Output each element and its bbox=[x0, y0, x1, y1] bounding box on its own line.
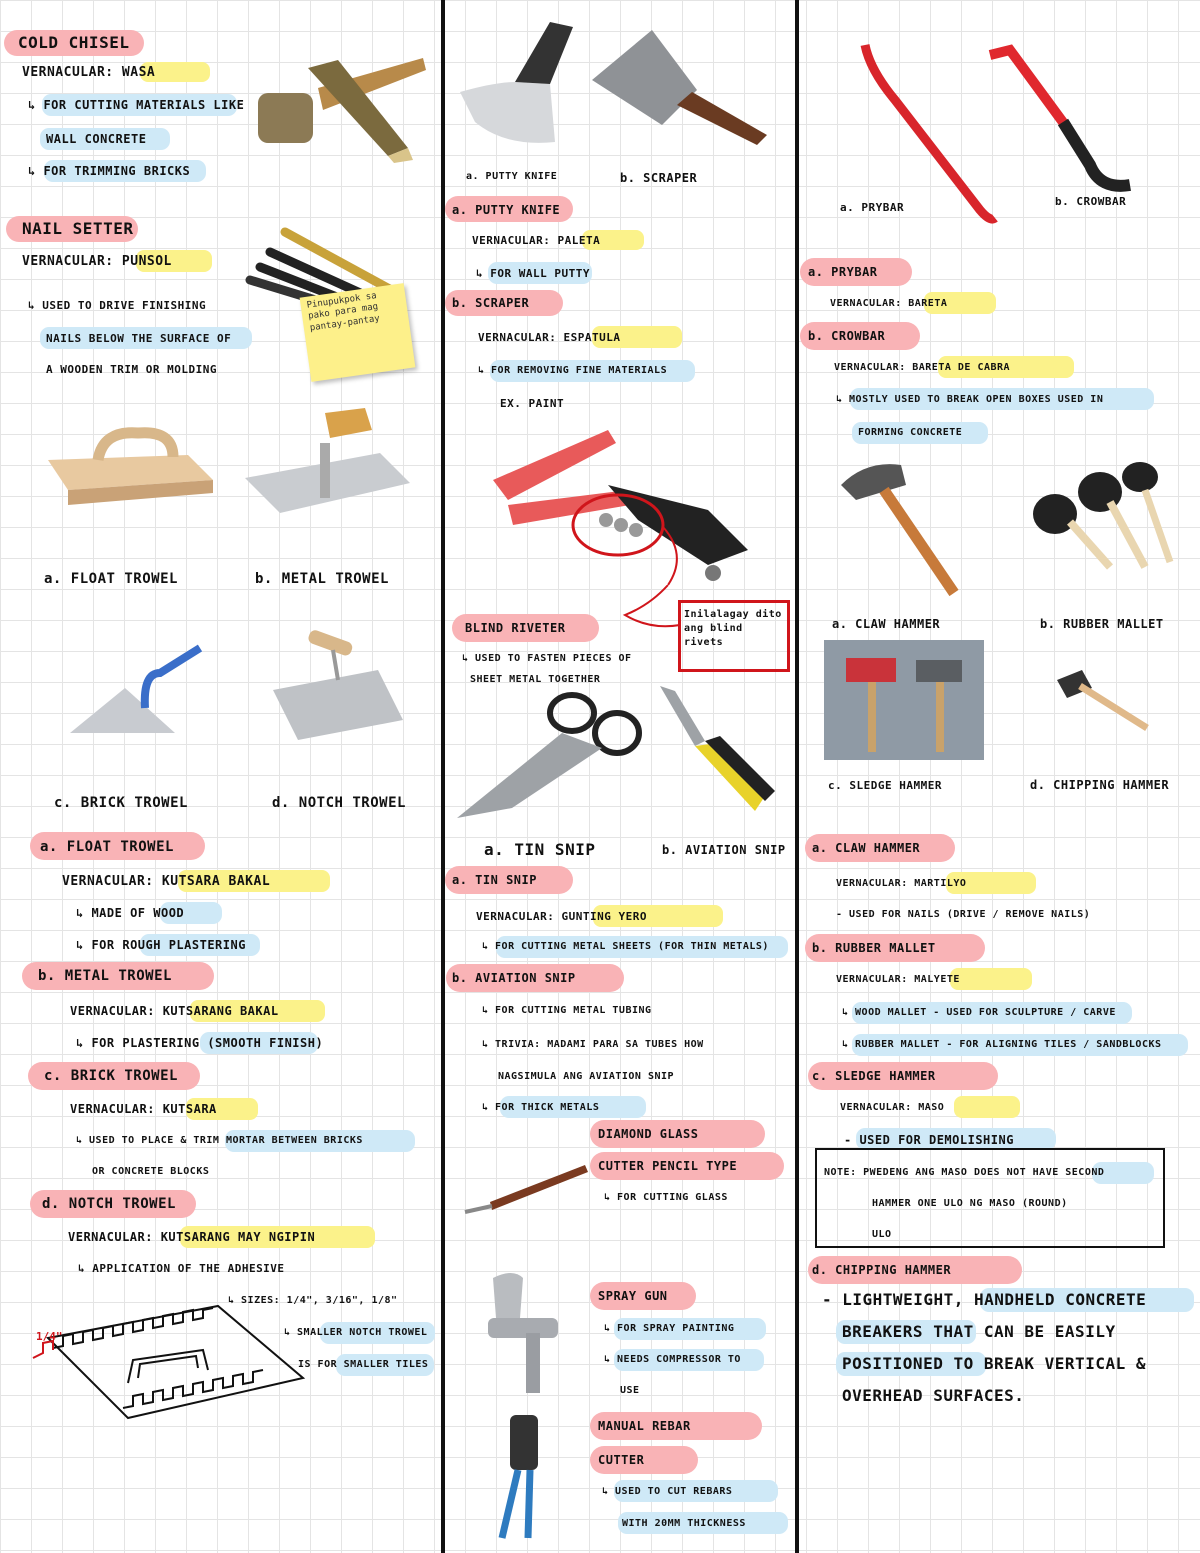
putty-knife-title: a. PUTTY KNIFE bbox=[452, 203, 561, 217]
brick-trowel-vernacular: VERNACULAR: KUTSARA bbox=[70, 1102, 217, 1116]
brick-trowel-label: c. BRICK TROWEL bbox=[54, 795, 188, 811]
metal-trowel-title: b. METAL TROWEL bbox=[38, 968, 172, 984]
sledge-hammer-vernacular: VERNACULAR: MASO bbox=[840, 1102, 945, 1113]
chipping-hammer-label: d. CHIPPING HAMMER bbox=[1030, 778, 1170, 792]
sticky-note-text: Pinupukpok sa pako para mag pantay-pantay bbox=[306, 291, 381, 334]
crowbar-vernacular: VERNACULAR: BARETA DE CABRA bbox=[834, 362, 1011, 373]
putty-knife-image bbox=[455, 22, 575, 147]
putty-knife-label: a. PUTTY KNIFE bbox=[466, 171, 558, 182]
spray-gun-use: USE bbox=[620, 1385, 640, 1396]
putty-knife-vernacular: VERNACULAR: PALETA bbox=[472, 234, 601, 247]
notch-trowel-title: d. NOTCH TROWEL bbox=[42, 1196, 176, 1212]
tin-snip-image bbox=[452, 688, 642, 823]
aviation-snip-use: ↳ TRIVIA: MADAMI PARA SA TUBES HOW bbox=[482, 1039, 704, 1050]
aviation-snip-use: ↳ FOR CUTTING METAL TUBING bbox=[482, 1005, 652, 1016]
putty-knife-use: ↳ FOR WALL PUTTY bbox=[476, 267, 590, 280]
prybar-title: a. PRYBAR bbox=[808, 265, 878, 279]
sledge-hammer-label: c. SLEDGE HAMMER bbox=[828, 779, 942, 792]
crowbar-title: b. CROWBAR bbox=[808, 329, 886, 343]
cold-chisel-use: ↳ FOR CUTTING MATERIALS LIKE bbox=[28, 98, 245, 112]
tin-snip-title: a. TIN SNIP bbox=[452, 873, 537, 887]
claw-hammer-label: a. CLAW HAMMER bbox=[832, 617, 941, 631]
rubber-mallet-vernacular: VERNACULAR: MALYETE bbox=[836, 974, 960, 985]
metal-trowel-vernacular: VERNACULAR: KUTSARANG BAKAL bbox=[70, 1004, 279, 1018]
claw-hammer-image bbox=[836, 455, 966, 600]
crowbar-use: ↳ MOSTLY USED TO BREAK OPEN BOXES USED IN bbox=[836, 394, 1104, 405]
notch-trowel-image bbox=[268, 630, 408, 740]
rivet-callout-text: Inilalagay dito ang blind rivets bbox=[684, 609, 782, 648]
rubber-mallet-label: b. RUBBER MALLET bbox=[1040, 617, 1164, 631]
column-divider-2 bbox=[795, 0, 799, 1553]
prybar-label: a. PRYBAR bbox=[840, 201, 905, 214]
float-trowel-title: a. FLOAT TROWEL bbox=[40, 839, 174, 855]
claw-hammer-title: a. CLAW HAMMER bbox=[812, 841, 921, 855]
brick-trowel-note: ↳ USED TO PLACE & TRIM MORTAR BETWEEN BRICKS bbox=[76, 1135, 363, 1146]
float-trowel-note: ↳ FOR ROUGH PLASTERING bbox=[76, 938, 246, 952]
sticky-note bbox=[300, 283, 416, 382]
notch-trowel-note: IS FOR SMALLER TILES bbox=[298, 1359, 429, 1370]
rubber-mallet-image bbox=[1030, 462, 1180, 582]
diamond-glass-title: CUTTER PENCIL TYPE bbox=[598, 1159, 738, 1173]
diamond-glass-title: DIAMOND GLASS bbox=[598, 1127, 699, 1141]
notch-trowel-note: ↳ SMALLER NOTCH TROWEL bbox=[284, 1327, 428, 1338]
sledge-hammer-use: - USED FOR DEMOLISHING bbox=[844, 1133, 1014, 1147]
brick-trowel-note: OR CONCRETE BLOCKS bbox=[92, 1166, 210, 1177]
sketch-mark: 1/4" bbox=[36, 1330, 63, 1343]
note-line: NOTE: PWEDENG ANG MASO DOES NOT HAVE SECOND bbox=[824, 1167, 1105, 1178]
metal-trowel-image bbox=[240, 408, 415, 518]
sledge-hammer-title: c. SLEDGE HAMMER bbox=[812, 1069, 936, 1083]
scraper-title: b. SCRAPER bbox=[452, 296, 530, 310]
float-trowel-label: a. FLOAT TROWEL bbox=[44, 571, 178, 587]
chipping-hammer-desc: BREAKERS THAT CAN BE EASILY bbox=[842, 1322, 1116, 1341]
sledge-hammer-image bbox=[824, 640, 984, 760]
tin-snip-label: a. TIN SNIP bbox=[484, 840, 596, 859]
diamond-glass-use: ↳ FOR CUTTING GLASS bbox=[604, 1192, 728, 1203]
notch-trowel-vernacular: VERNACULAR: KUTSARANG MAY NGIPIN bbox=[68, 1230, 316, 1244]
rebar-cutter-image bbox=[488, 1410, 568, 1542]
rubber-mallet-title: b. RUBBER MALLET bbox=[812, 941, 936, 955]
blind-riveter-image bbox=[488, 425, 758, 585]
scraper-vernacular: VERNACULAR: ESPATULA bbox=[478, 331, 621, 344]
nail-setter-use: A WOODEN TRIM OR MOLDING bbox=[46, 363, 217, 376]
nail-setter-use: ↳ USED TO DRIVE FINISHING bbox=[28, 299, 207, 312]
spray-gun-use: ↳ FOR SPRAY PAINTING bbox=[604, 1323, 735, 1334]
crowbar-use: FORMING CONCRETE bbox=[858, 427, 963, 438]
rebar-cutter-use: ↳ USED TO CUT REBARS bbox=[602, 1486, 733, 1497]
brick-trowel-image bbox=[65, 638, 205, 748]
aviation-snip-image bbox=[660, 686, 780, 816]
rebar-cutter-title: CUTTER bbox=[598, 1453, 645, 1467]
notch-trowel-label: d. NOTCH TROWEL bbox=[272, 795, 406, 811]
aviation-snip-title: b. AVIATION SNIP bbox=[452, 971, 576, 985]
cold-chisel-vernacular: VERNACULAR: WASA bbox=[22, 65, 156, 80]
highlight bbox=[954, 1096, 1020, 1118]
metal-trowel-note: ↳ FOR PLASTERING (SMOOTH FINISH) bbox=[76, 1036, 324, 1050]
chipping-hammer-desc: POSITIONED TO BREAK VERTICAL & bbox=[842, 1354, 1146, 1373]
aviation-snip-label: b. AVIATION SNIP bbox=[662, 843, 786, 857]
chipping-hammer-image bbox=[1052, 670, 1152, 735]
claw-hammer-vernacular: VERNACULAR: MARTILYO bbox=[836, 878, 967, 889]
nail-setter-title: NAIL SETTER bbox=[22, 219, 134, 238]
aviation-snip-use: NAGSIMULA ANG AVIATION SNIP bbox=[498, 1071, 675, 1082]
glass-cutter-image bbox=[460, 1160, 590, 1220]
spray-gun-image bbox=[478, 1268, 573, 1398]
tin-snip-vernacular: VERNACULAR: GUNTING YERO bbox=[476, 910, 647, 923]
rebar-cutter-title: MANUAL REBAR bbox=[598, 1419, 691, 1433]
scraper-use: EX. PAINT bbox=[500, 397, 565, 410]
cold-chisel-use: ↳ FOR TRIMMING BRICKS bbox=[28, 164, 191, 178]
float-trowel-vernacular: VERNACULAR: KUTSARA BAKAL bbox=[62, 874, 271, 889]
rebar-cutter-use: WITH 20MM THICKNESS bbox=[622, 1518, 746, 1529]
prybar-vernacular: VERNACULAR: BARETA bbox=[830, 298, 948, 309]
cold-chisel-title: COLD CHISEL bbox=[18, 33, 130, 52]
tin-snip-use: ↳ FOR CUTTING METAL SHEETS (FOR THIN METALS) bbox=[482, 941, 769, 952]
cold-chisel-use: WALL CONCRETE bbox=[46, 132, 147, 146]
crowbar-label: b. CROWBAR bbox=[1055, 195, 1127, 208]
note-line: HAMMER ONE ULO NG MASO (ROUND) bbox=[872, 1198, 1068, 1209]
claw-hammer-use: - USED FOR NAILS (DRIVE / REMOVE NAILS) bbox=[836, 909, 1091, 920]
spray-gun-use: ↳ NEEDS COMPRESSOR TO bbox=[604, 1354, 741, 1365]
cold-chisel-image bbox=[248, 48, 428, 163]
blind-riveter-title: BLIND RIVETER bbox=[465, 621, 566, 635]
chipping-hammer-desc: OVERHEAD SURFACES. bbox=[842, 1386, 1025, 1405]
crowbar-image bbox=[985, 40, 1145, 208]
float-trowel-image bbox=[38, 415, 218, 510]
spray-gun-title: SPRAY GUN bbox=[598, 1289, 668, 1303]
chipping-hammer-desc: - LIGHTWEIGHT, HANDHELD CONCRETE bbox=[822, 1290, 1147, 1309]
nail-setter-use: NAILS BELOW THE SURFACE OF bbox=[46, 332, 232, 345]
brick-trowel-title: c. BRICK TROWEL bbox=[44, 1068, 178, 1084]
blind-riveter-use: ↳ USED TO FASTEN PIECES OF bbox=[462, 653, 632, 664]
chipping-hammer-title: d. CHIPPING HAMMER bbox=[812, 1263, 952, 1277]
metal-trowel-label: b. METAL TROWEL bbox=[255, 571, 389, 587]
rubber-mallet-use: ↳ WOOD MALLET - USED FOR SCULPTURE / CARVE bbox=[842, 1007, 1116, 1018]
blind-riveter-use: SHEET METAL TOGETHER bbox=[470, 674, 601, 685]
float-trowel-note: ↳ MADE OF WOOD bbox=[76, 906, 185, 920]
scraper-label: b. SCRAPER bbox=[620, 171, 698, 185]
notch-trowel-note: ↳ APPLICATION OF THE ADHESIVE bbox=[78, 1262, 285, 1275]
note-line: ULO bbox=[872, 1229, 892, 1240]
notch-trowel-sketch bbox=[28, 1298, 308, 1426]
aviation-snip-use: ↳ FOR THICK METALS bbox=[482, 1102, 600, 1113]
rubber-mallet-use: ↳ RUBBER MALLET - FOR ALIGNING TILES / SANDBLOCKS bbox=[842, 1039, 1162, 1050]
column-divider-1 bbox=[441, 0, 445, 1553]
scraper-image bbox=[592, 30, 772, 145]
highlight bbox=[950, 968, 1032, 990]
scraper-use: ↳ FOR REMOVING FINE MATERIALS bbox=[478, 365, 668, 376]
nail-setter-vernacular: VERNACULAR: PUNSOL bbox=[22, 254, 172, 269]
notch-trowel-note: ↳ SIZES: 1/4", 3/16", 1/8" bbox=[228, 1295, 398, 1306]
